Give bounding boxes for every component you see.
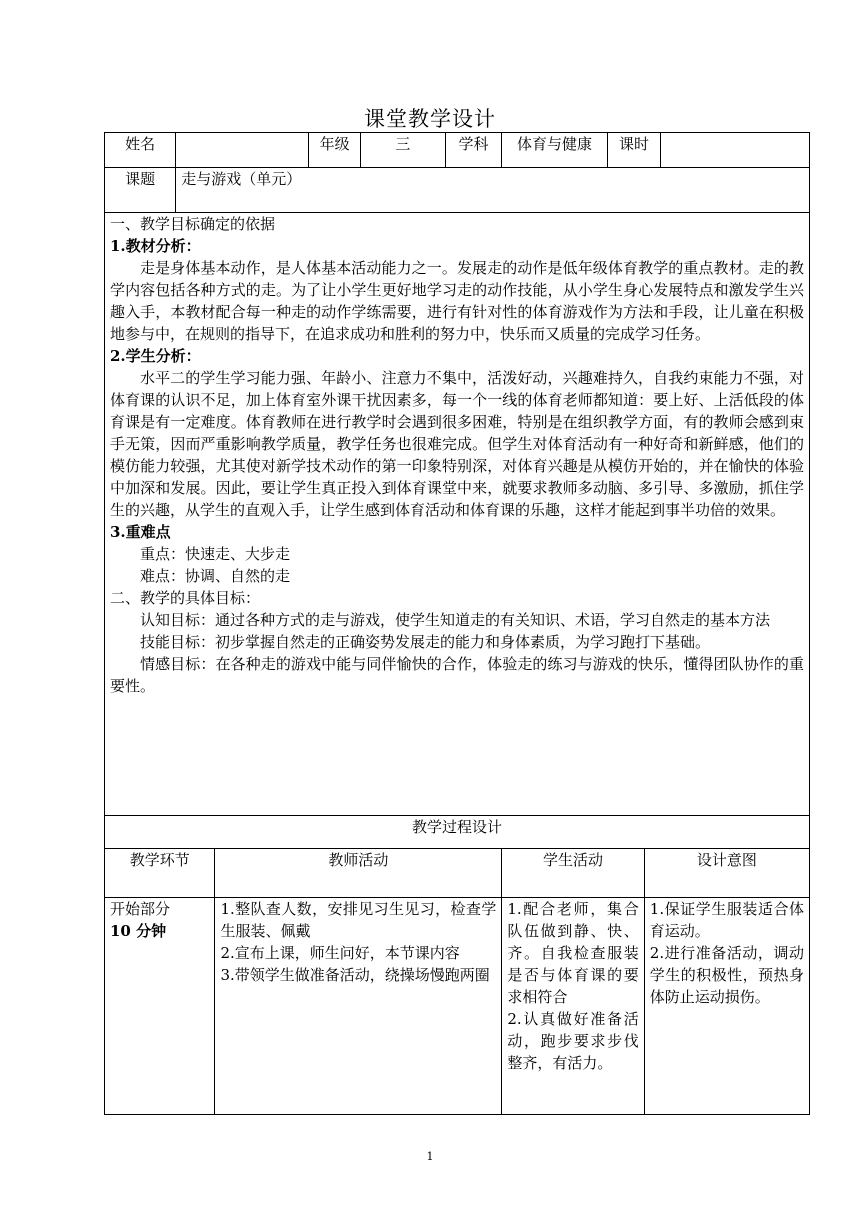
- grade-label: 年级: [309, 133, 361, 168]
- teacher-activity-cell: [215, 898, 502, 1115]
- page-number: 1: [426, 1150, 434, 1163]
- key-points-heading: 3.重难点: [110, 523, 171, 541]
- column-student-activity: 学生活动: [502, 849, 644, 898]
- material-analysis-text: 走是身体基本动作，是人体基本活动能力之一。发展走的动作是低年级体育教学的重点教材。走的教学内容包括各种方式的走。为了让小学生更好地学习走的动作技能，从小学生身心发展特点和激发学生兴趣入手，本教材配合每一种走的动作学练需要，进行有针对性的体育游戏作为方法和手段，让儿童在积极地参与中，在规则的指导下，在追求成功和胜利的努力中，快乐而又质量的完成学习任务。: [110, 259, 804, 343]
- emotion-goal: 情感目标：在各种走的游戏中能与同伴愉快的合作，体验走的练习与游戏的快乐，懂得团队协作的重要性。: [110, 655, 804, 695]
- material-analysis-heading: 1.教材分析：: [110, 237, 201, 255]
- intent-item: 1.保证学生服装适合体育运动。: [649, 900, 804, 940]
- skill-goal: 技能目标：初步掌握自然走的正确姿势发展走的能力和身体素质，为学习跑打下基础。: [140, 633, 711, 651]
- stage-name: 开始部分: [110, 900, 171, 918]
- hours-value[interactable]: [661, 133, 810, 168]
- stage-duration: 10 分钟: [110, 922, 167, 940]
- process-title-row: [105, 816, 810, 849]
- start-section-row: [105, 898, 810, 1115]
- header-row: [105, 133, 810, 168]
- stage-cell: [105, 898, 215, 1115]
- student-step: 1.配合老师，集合队伍做到静、快、齐。自我检查服装是否与体育课的要求相符合: [507, 900, 639, 1006]
- process-columns-row: [105, 849, 810, 898]
- student-analysis-heading: 2.学生分析：: [110, 347, 201, 365]
- topic-row: [105, 168, 810, 213]
- subject-value[interactable]: 体育与健康: [502, 133, 607, 168]
- name-label: 姓名: [105, 133, 176, 168]
- student-analysis-text: 水平二的学生学习能力强、年龄小、注意力不集中，活泼好动，兴趣难持久，自我约束能力不强，对体育课的认识不足，加上体育室外课干扰因素多，每一个一线的体育老师都知道：要上好、上活低段的体育课是有一定难度。体育教师在进行教学时会遇到很多困难，特别是在组织教学方面，有的教师会感到束手无策，因而严重影响教学质量，教学任务也很难完成。但学生对体育活动有一种好奇和新鲜感，他们的模仿能力较强，尤其使对新学技术动作的第一印象特别深，对体育兴趣是从模仿开始的，并在愉快的体验中加深和发展。因此，要让学生真正投入到体育课堂中来，就要求教师多动脑、多引导、多激励，抓住学生的兴趣，从学生的直观入手，让学生感到体育活动和体育课的乐趣，这样才能起到事半功倍的效果。: [110, 369, 804, 519]
- teacher-step: 3.带领学生做准备活动，绕操场慢跑两圈: [220, 966, 490, 984]
- cognitive-goal: 认知目标：通过各种方式的走与游戏，使学生知道走的有关知识、术语，学习自然走的基本方法: [140, 611, 771, 629]
- document-title: 课堂教学设计: [364, 107, 496, 131]
- intent-item: 2.进行准备活动，调动学生的积极性，预热身体防止运动损伤。: [649, 944, 804, 1006]
- difficult-point: 难点：协调、自然的走: [140, 567, 291, 585]
- teacher-step: 1.整队查人数，安排见习生见习，检查学生服装、佩戴: [220, 900, 497, 940]
- teacher-step: 2.宣布上课，师生问好，本节课内容: [220, 944, 460, 962]
- name-value[interactable]: [176, 133, 309, 168]
- lesson-design-table: [104, 132, 810, 1115]
- design-intent-cell: [644, 898, 809, 1115]
- column-stage: 教学环节: [105, 849, 215, 898]
- key-point: 重点：快速走、大步走: [140, 545, 291, 563]
- grade-value[interactable]: 三: [360, 133, 445, 168]
- column-teacher-activity: 教师活动: [215, 849, 502, 898]
- student-step: 2.认真做好准备活动，跑步要求步伐整齐，有活力。: [507, 1010, 639, 1072]
- topic-value[interactable]: 走与游戏（单元）: [176, 168, 810, 213]
- process-title: 教学过程设计: [105, 816, 810, 849]
- objectives-cell: [105, 213, 810, 816]
- subject-label: 学科: [445, 133, 502, 168]
- objectives-basis-heading: 一、教学目标确定的依据: [110, 215, 276, 233]
- objectives-row: [105, 213, 810, 816]
- topic-label: 课题: [105, 168, 176, 213]
- hours-label: 课时: [607, 133, 661, 168]
- column-design-intent: 设计意图: [644, 849, 809, 898]
- student-activity-cell: [502, 898, 644, 1115]
- specific-goals-heading: 二、教学的具体目标：: [110, 589, 261, 607]
